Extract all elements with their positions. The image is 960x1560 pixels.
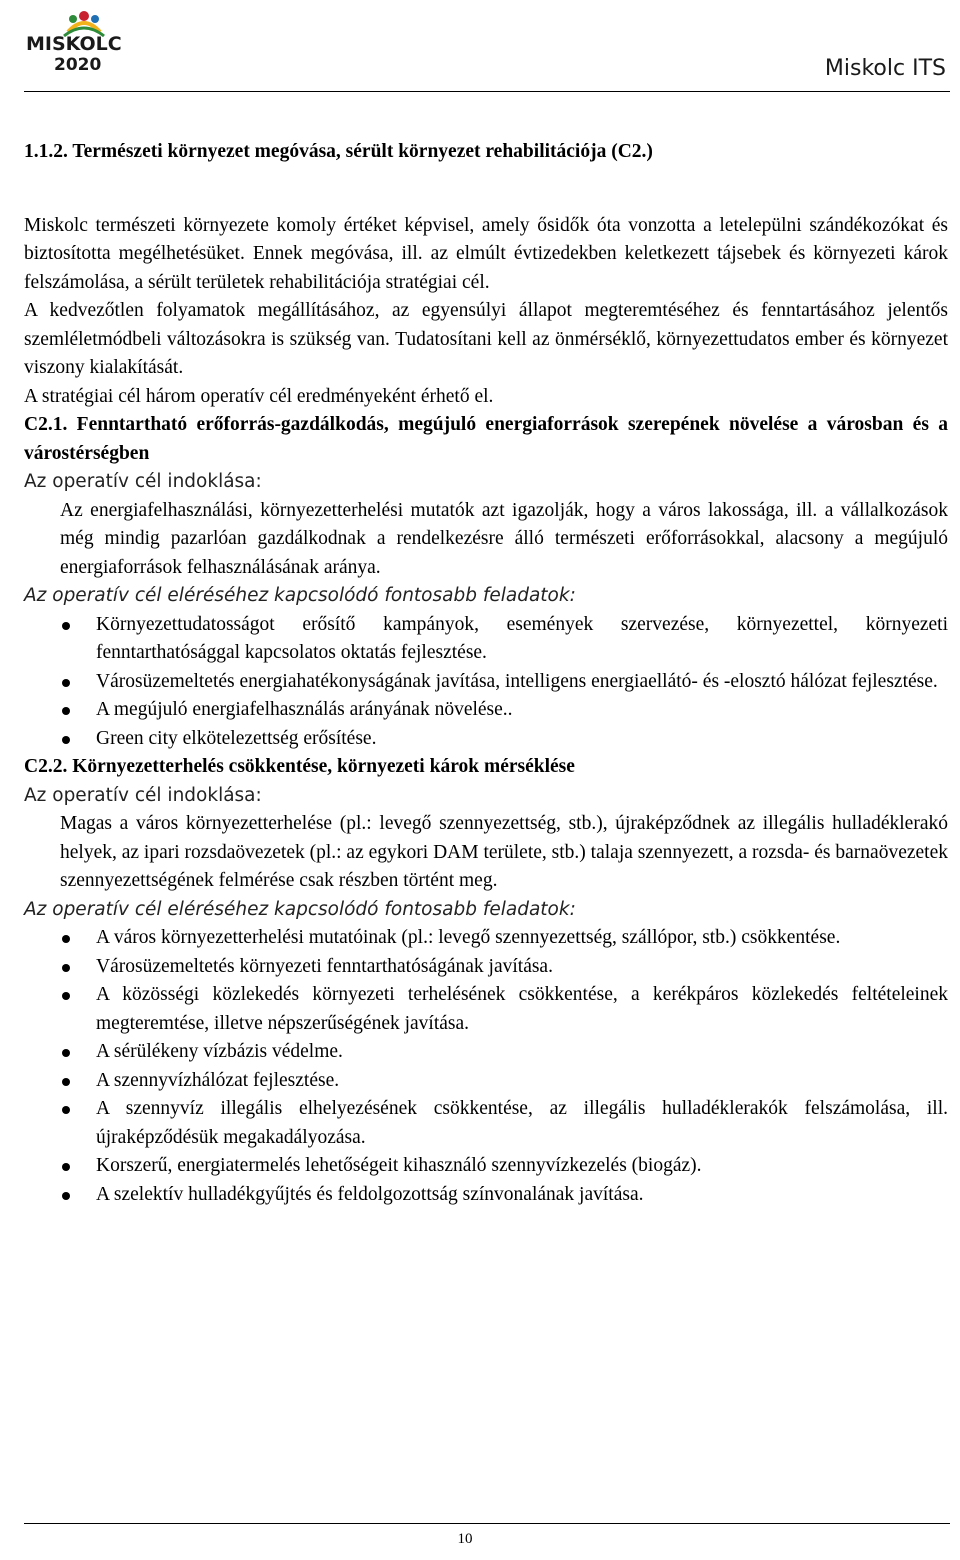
header-divider [24, 91, 950, 92]
logo-city-text: MISKOLC [26, 33, 122, 55]
goal-title: C2.1. Fenntartható erőforrás-gazdálkodás, megújuló energiaforrások szerepének növelése a városban és a várostérségben [24, 414, 948, 464]
tasks-label: Az operatív cél eléréséhez kapcsolódó fontosabb feladatok: [24, 898, 576, 920]
task-item: A sérülékeny vízbázis védelme. [24, 1038, 948, 1067]
intro-paragraph: Miskolc természeti környezete komoly értéket képvisel, amely ősidők óta vonzotta a letelepülni szándékozókat és biztosította megélhetésüket. Ennek megóvása, ill. az elmúlt évtizedekben keletkezett tájsebek és környezeti károk felszámolása, a sérült területek rehabilitációja stratégiai cél. [24, 214, 948, 293]
miskolc-2020-logo [24, 6, 144, 72]
justification-label: Az operatív cél indoklása: [24, 471, 262, 492]
justification-text: Az energiafelhasználási, környezetterhelési mutatók azt igazolják, hogy a város lakossága, ill. a vállalkozások még mindig pazarlóan gazdálkodnak a rendelkezésre álló természeti erőforrásokkal, alacsony a megújuló energiaforrások felhasználásának aránya. [60, 499, 948, 578]
task-item: A szennyvíz illegális elhelyezésének csökkentése, az illegális hulladéklerakók felszámolása, ill. újraképződésük megakadályozása. [24, 1095, 948, 1152]
task-item: A megújuló energiafelhasználás arányának növelése.. [24, 696, 948, 725]
task-item: A szennyvízhálózat fejlesztése. [24, 1067, 948, 1096]
justification-label: Az operatív cél indoklása: [24, 784, 262, 806]
goal-title: C2.2. Környezetterhelés csökkentése, környezeti károk mérséklése [24, 756, 575, 777]
task-item: A szelektív hulladékgyűjtés és feldolgozottság színvonalának javítása. [24, 1181, 948, 1210]
task-item: Korszerű, energiatermelés lehetőségeit kihasználó szennyvízkezelés (biogáz). [24, 1152, 948, 1181]
task-item: Környezettudatosságot erősítő kampányok, események szervezése, környezettel, környezeti fenntarthatósággal kapcsolatos oktatás fejlesztése. [24, 611, 948, 668]
task-item: A város környezetterhelési mutatóinak (pl.: levegő szennyezettség, szállópor, stb.) csökkentése. [24, 924, 948, 953]
page-number: 10 [457, 1531, 473, 1547]
logo-year-text: 2020 [54, 55, 102, 72]
page-content [24, 138, 948, 1209]
task-list [24, 611, 948, 754]
task-list [24, 924, 948, 1209]
page-header [0, 0, 960, 100]
task-item: Green city elkötelezettség erősítése. [24, 725, 948, 754]
justification-text: Magas a város környezetterhelése (pl.: levegő szennyezettség, stb.), újraképződnek az illegális hulladéklerakó helyek, az ipari rozsdaövezetek (pl.: az egykori DAM területe, stb.) talaja szennyezett, a rozsda- és barnaövezetek szennyezettségének felmérése csak részben történt meg. [60, 813, 948, 891]
intro-paragraph: A stratégiai cél három operatív cél eredményeként érhető el. [24, 385, 494, 407]
tasks-label: Az operatív cél eléréséhez kapcsolódó fontosabb feladatok: [24, 585, 576, 606]
footer-divider [24, 1523, 950, 1524]
header-title: Miskolc ITS [824, 56, 946, 81]
section-heading: 1.1.2. Természeti környezet megóvása, sérült környezet rehabilitációja (C2.) [24, 141, 653, 162]
task-item: A közösségi közlekedés környezeti terhelésének csökkentése, a kerékpáros közlekedés feltételeinek megteremtése, illetve népszerűségének javítása. [24, 981, 948, 1038]
intro-paragraph: A kedvezőtlen folyamatok megállításához, az egyensúlyi állapot megteremtéséhez és fenntartásához jelentős szemléletmódbeli változásokra is szükség van. Tudatosítani kell az önmérséklő, környezettudatos ember és környezet viszony kialakítását. [24, 300, 948, 378]
task-item: Városüzemeltetés környezeti fenntarthatóságának javítása. [24, 953, 948, 982]
task-item: Városüzemeltetés energiahatékonyságának javítása, intelligens energiaellátó- és -elosztó hálózat fejlesztése. [24, 668, 948, 697]
